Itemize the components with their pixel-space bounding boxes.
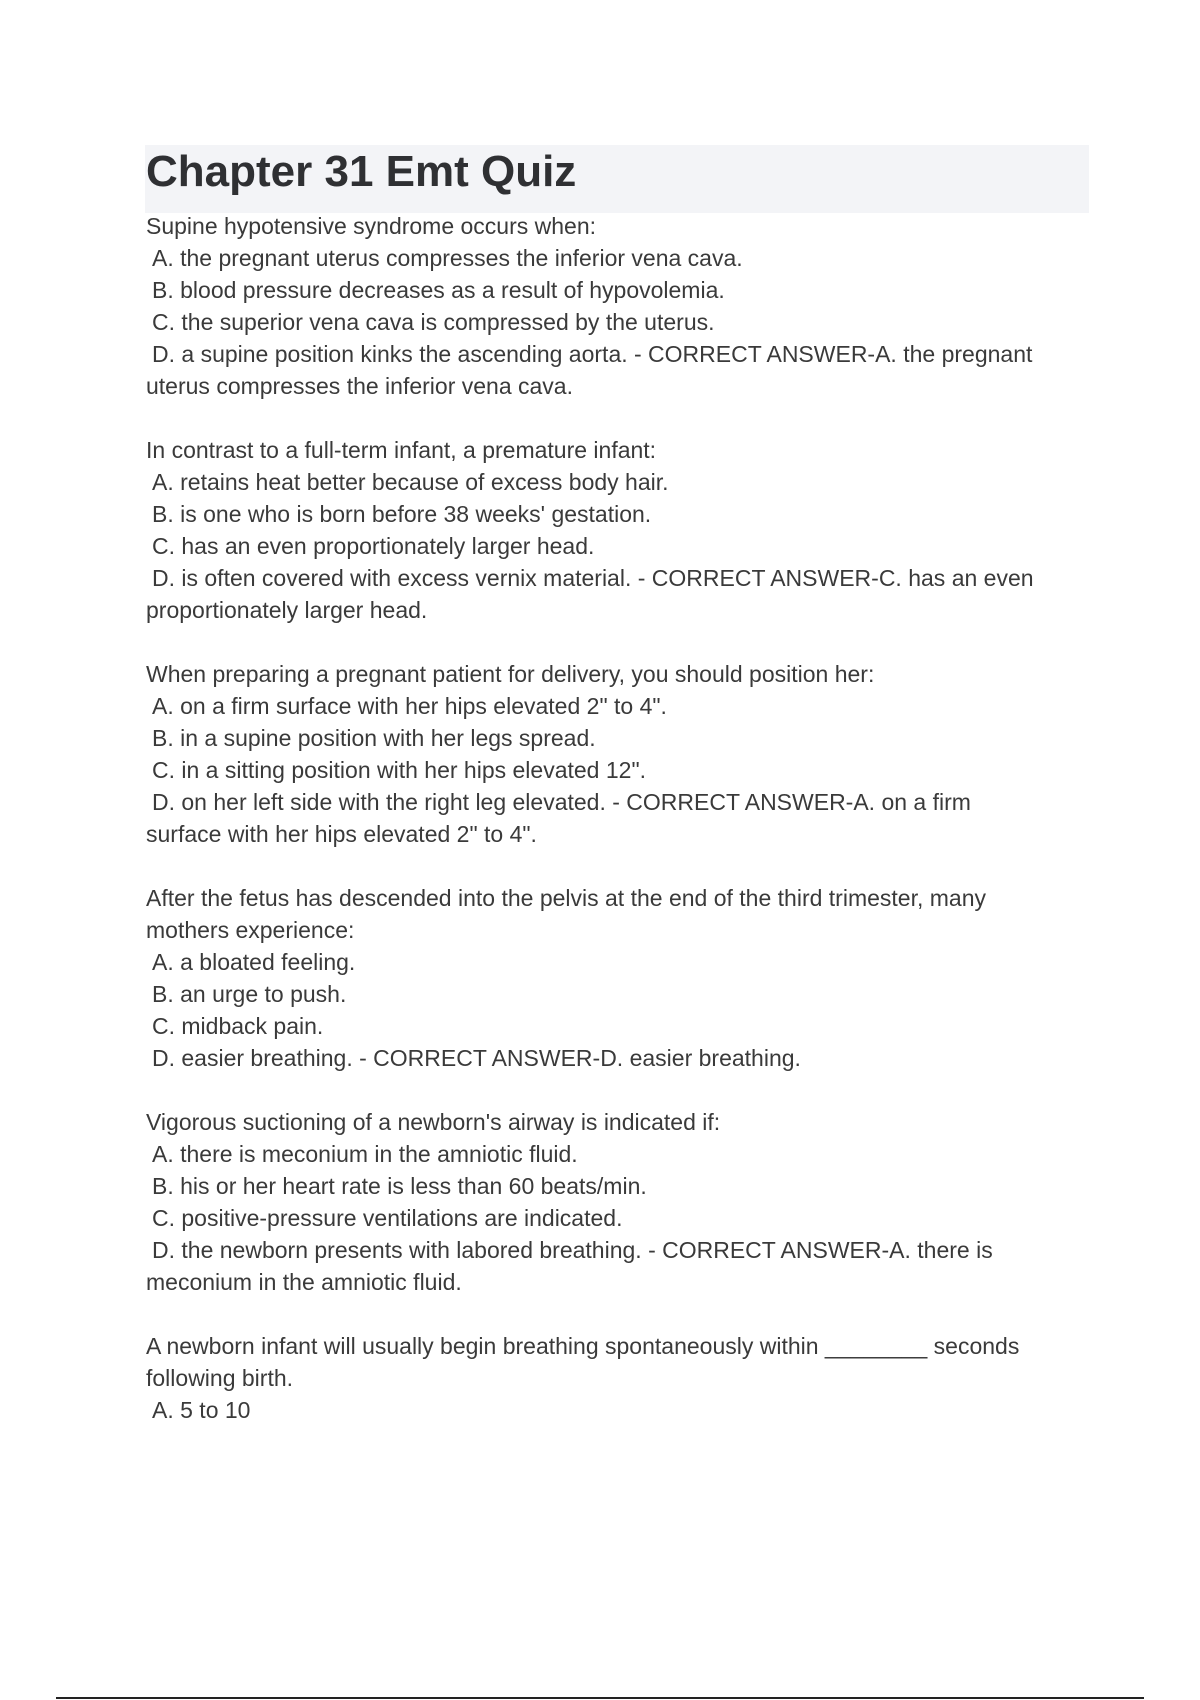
answer-option-a: A. a bloated feeling. (152, 949, 356, 975)
answer-option-d-with-correct-answer: D. on her left side with the right leg elevated. - CORRECT ANSWER-A. on a firm (152, 789, 971, 815)
document-title: Chapter 31 Emt Quiz (146, 147, 577, 196)
answer-option-b: B. an urge to push. (152, 981, 347, 1007)
correct-answer-continuation: meconium in the amniotic fluid. (146, 1269, 462, 1295)
answer-option-b: B. his or her heart rate is less than 60 beats/min. (152, 1173, 647, 1199)
question-block-6 (146, 1330, 1081, 1426)
answer-option-c: C. the superior vena cava is compressed by the uterus. (152, 309, 715, 335)
answer-option-a: A. the pregnant uterus compresses the inferior vena cava. (152, 245, 743, 271)
answer-option-c: C. has an even proportionately larger head. (152, 533, 595, 559)
answer-option-c: C. positive-pressure ventilations are indicated. (152, 1205, 623, 1231)
answer-option-d-with-correct-answer: D. a supine position kinks the ascending aorta. - CORRECT ANSWER-A. the pregnant (152, 341, 1033, 367)
answer-option-b: B. in a supine position with her legs spread. (152, 725, 596, 751)
answer-option-d-with-correct-answer: D. is often covered with excess vernix material. - CORRECT ANSWER-C. has an even (152, 565, 1034, 591)
question-stem: When preparing a pregnant patient for delivery, you should position her: (146, 661, 875, 687)
correct-answer-continuation: surface with her hips elevated 2" to 4". (146, 821, 537, 847)
answer-option-a: A. retains heat better because of excess body hair. (152, 469, 669, 495)
question-stem-line-1: A newborn infant will usually begin breathing spontaneously within ________ seconds (146, 1333, 1020, 1359)
answer-option-a: A. on a firm surface with her hips elevated 2" to 4". (152, 693, 667, 719)
correct-answer-continuation: uterus compresses the inferior vena cava. (146, 373, 573, 399)
question-stem: In contrast to a full-term infant, a premature infant: (146, 437, 657, 463)
answer-option-d-with-correct-answer: D. easier breathing. - CORRECT ANSWER-D. easier breathing. (152, 1045, 801, 1071)
question-stem: Supine hypotensive syndrome occurs when: (146, 213, 597, 239)
answer-option-b: B. is one who is born before 38 weeks' gestation. (152, 501, 652, 527)
question-block-5 (146, 1106, 1081, 1298)
page-bottom-rule (56, 1697, 1144, 1699)
question-block-3 (146, 658, 1081, 850)
correct-answer-continuation: proportionately larger head. (146, 597, 428, 623)
question-block-1 (146, 210, 1081, 402)
answer-option-c: C. in a sitting position with her hips elevated 12". (152, 757, 646, 783)
answer-option-d-with-correct-answer: D. the newborn presents with labored breathing. - CORRECT ANSWER-A. there is (152, 1237, 993, 1263)
quiz-content (146, 210, 1081, 1458)
question-stem-line-2: following birth. (146, 1365, 294, 1391)
answer-option-a: A. 5 to 10 (152, 1397, 251, 1423)
question-stem: Vigorous suctioning of a newborn's airway is indicated if: (146, 1109, 721, 1135)
question-block-2 (146, 434, 1081, 626)
question-stem-line-1: After the fetus has descended into the pelvis at the end of the third trimester, many (146, 885, 986, 911)
question-block-4 (146, 882, 1081, 1074)
answer-option-c: C. midback pain. (152, 1013, 324, 1039)
question-stem-line-2: mothers experience: (146, 917, 355, 943)
answer-option-a: A. there is meconium in the amniotic fluid. (152, 1141, 578, 1167)
answer-option-b: B. blood pressure decreases as a result of hypovolemia. (152, 277, 725, 303)
